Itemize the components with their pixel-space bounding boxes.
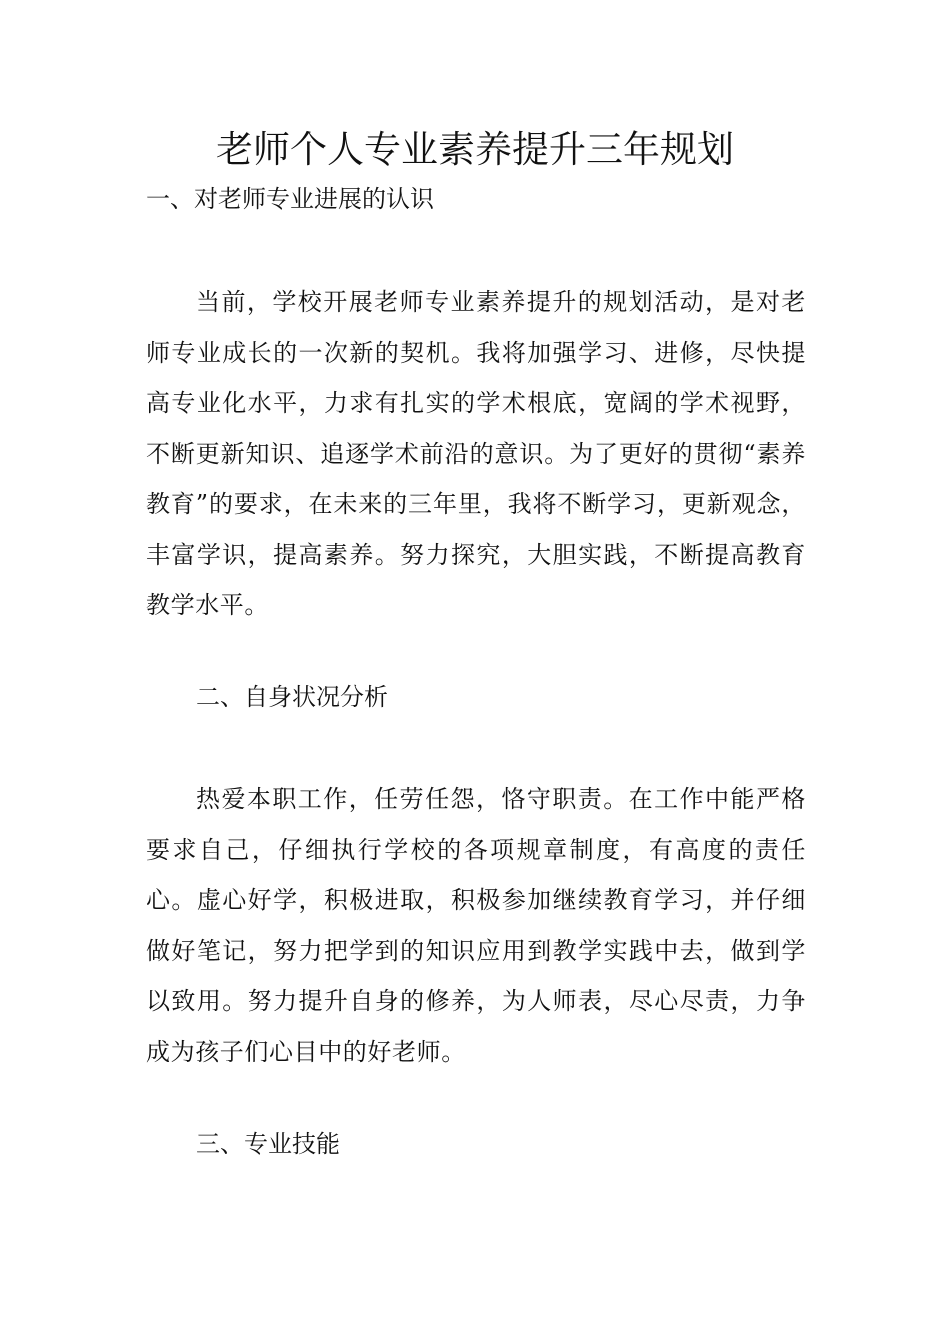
section-paragraph-1: 当前，学校开展老师专业素养提升的规划活动，是对老师专业成长的一次新的契机。我将加强学习、进修，尽快提高专业化水平，力求有扎实的学术根底，宽阔的学术视野，不断更新知识、追逐学术前沿的意识。为了更好的贯彻“素养教育”的要求，在未来的三年里，我将不断学习，更新观念，丰富学识，提高素养。努力探究，大胆实践，不断提高教育教学水平。: [146, 288, 806, 619]
section-heading-2: 二、自身状况分析: [196, 683, 388, 711]
document-title: 老师个人专业素养提升三年规划: [216, 128, 734, 171]
section-heading-3: 三、专业技能: [196, 1130, 340, 1158]
section-paragraph-2: 热爱本职工作，任劳任怨，恪守职责。在工作中能严格要求自己，仔细执行学校的各项规章制度，有高度的责任心。虚心好学，积极进取，积极参加继续教育学习，并仔细做好笔记，努力把学到的知识应用到教学实践中去，做到学以致用。努力提升自身的修养，为人师表，尽心尽责，力争成为孩子们心目中的好老师。: [146, 785, 806, 1066]
section-heading-1: 一、对老师专业进展的认识: [146, 185, 434, 213]
